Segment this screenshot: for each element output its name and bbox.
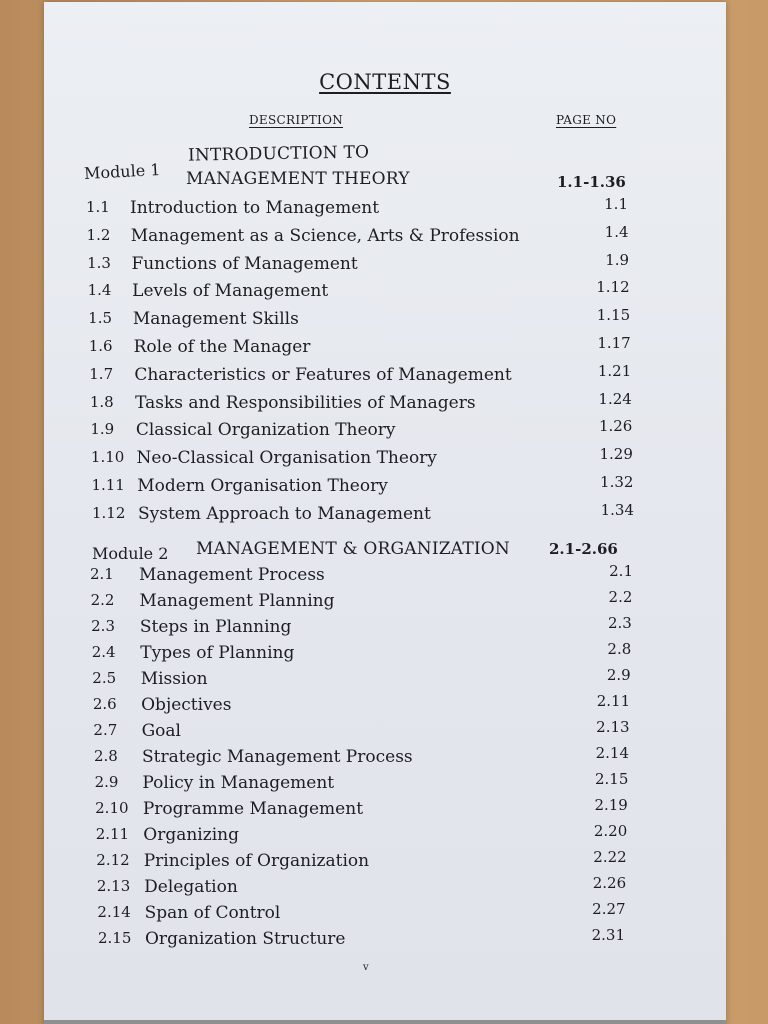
page-number-footer: v [363, 962, 369, 973]
entry-page-number: 2.11 [596, 692, 631, 710]
entry-title: Management Skills [132, 309, 299, 330]
entry-number: 2.6 [92, 695, 117, 713]
entry-page-number: 1.15 [596, 306, 631, 325]
entry-title: Organization Structure [145, 929, 346, 949]
toc-entry [90, 445, 691, 472]
entry-number: 2.15 [98, 929, 132, 947]
toc-entry [94, 744, 694, 771]
entry-page-number: 2.22 [593, 848, 627, 866]
toc-entry [89, 361, 689, 389]
entry-title: Goal [141, 721, 181, 741]
entry-page-number: 2.3 [607, 614, 632, 632]
toc-entry [91, 473, 691, 500]
toc-entry [98, 926, 698, 953]
module-1-label: Module 1 [83, 160, 161, 183]
toc-entry [91, 614, 691, 641]
entry-title: Principles of Organization [143, 851, 370, 871]
entry-title: Organizing [143, 825, 239, 845]
entry-title: Types of Planning [140, 643, 295, 663]
entry-number: 1.3 [87, 253, 111, 272]
entry-title: Management as a Science, Arts & Profession [130, 225, 520, 246]
toc-entry [90, 417, 690, 444]
entry-number: 1.2 [86, 225, 111, 244]
entry-title: Objectives [141, 695, 232, 715]
entry-number: 2.11 [95, 825, 130, 843]
entry-title: Modern Organisation Theory [137, 476, 388, 496]
entry-page-number: 1.4 [604, 222, 629, 241]
entry-page-number: 2.27 [592, 900, 626, 918]
entry-page-number: 1.9 [605, 250, 630, 269]
entry-number: 2.14 [97, 903, 131, 921]
toc-entry [93, 718, 693, 745]
module-1-title-line-1: INTRODUCTION TO [187, 142, 370, 166]
entry-title: Management Process [139, 565, 325, 585]
entry-page-number: 2.19 [594, 796, 628, 814]
toc-entry [92, 692, 693, 719]
entry-title: Classical Organization Theory [135, 420, 396, 441]
entry-number: 1.4 [87, 281, 112, 300]
entry-title: System Approach to Management [138, 503, 431, 524]
entry-page-number: 1.12 [596, 278, 630, 297]
entry-page-number: 2.26 [592, 874, 627, 892]
entry-page-number: 2.20 [593, 822, 628, 840]
entry-number: 2.1 [90, 565, 114, 583]
entry-title: Delegation [144, 877, 238, 897]
entry-page-number: 2.13 [596, 718, 630, 736]
module-2-page-range: 2.1-2.66 [549, 540, 618, 558]
entry-page-number: 1.34 [600, 500, 634, 519]
book-page [44, 2, 726, 1024]
entry-number: 2.3 [91, 617, 115, 635]
entry-title: Policy in Management [142, 773, 335, 793]
toc-entry [90, 588, 691, 615]
description-column-header: DESCRIPTION [249, 113, 344, 127]
toc-entry [86, 195, 686, 222]
entry-title: Introduction to Management [130, 198, 380, 218]
entry-page-number: 1.21 [597, 361, 632, 380]
module-2-label: Module 2 [92, 544, 169, 563]
entry-page-number: 2.14 [595, 744, 629, 762]
entry-number: 2.5 [92, 669, 117, 687]
entry-title: Characteristics or Features of Management [134, 364, 512, 385]
entry-title: Strategic Management Process [142, 747, 413, 767]
toc-entry [90, 562, 690, 589]
entry-number: 2.2 [90, 591, 115, 609]
entry-number: 2.13 [96, 877, 131, 895]
toc-entry [92, 500, 692, 528]
module-1-title-line-2: MANAGEMENT THEORY [186, 169, 410, 189]
toc-entry [86, 222, 687, 250]
entry-number: 1.10 [90, 448, 125, 467]
toc-entry [95, 822, 696, 849]
entry-number: 1.6 [88, 337, 113, 355]
entry-title: Steps in Planning [139, 617, 292, 637]
entry-page-number: 1.26 [598, 417, 633, 436]
entry-number: 1.7 [89, 364, 114, 383]
entry-number: 2.10 [95, 799, 129, 817]
entry-page-number: 1.1 [604, 195, 628, 213]
entry-title: Levels of Management [132, 281, 329, 302]
page-title: CONTENTS [319, 70, 451, 94]
entry-title: Span of Control [144, 903, 281, 923]
module-1-page-range: 1.1-1.36 [557, 173, 626, 191]
entry-page-number: 2.8 [607, 640, 632, 658]
toc-entry [92, 666, 692, 693]
entry-page-number: 1.29 [599, 445, 633, 464]
module-2-title: MANAGEMENT & ORGANIZATION [196, 539, 511, 559]
entry-page-number: 2.2 [608, 588, 633, 606]
toc-entry [91, 640, 692, 667]
entry-title: Functions of Management [131, 253, 358, 274]
toc-entry [94, 770, 695, 797]
entry-title: Neo-Classical Organisation Theory [136, 448, 437, 469]
entry-number: 2.7 [93, 721, 118, 739]
toc-entry [96, 848, 696, 875]
entry-number: 1.9 [90, 420, 115, 439]
entry-page-number: 2.1 [609, 562, 633, 580]
entry-page-number: 2.31 [591, 926, 625, 944]
entry-number: 1.11 [91, 476, 125, 494]
toc-entry [97, 900, 697, 927]
entry-page-number: 2.9 [606, 666, 631, 684]
entry-number: 1.12 [92, 503, 126, 522]
entry-number: 2.8 [94, 747, 118, 765]
entry-title: Tasks and Responsibilities of Managers [135, 392, 476, 413]
toc-entry [96, 874, 697, 901]
entry-number: 2.9 [94, 773, 119, 791]
entry-number: 1.5 [88, 309, 113, 328]
entry-title: Programme Management [142, 799, 364, 819]
toc-entry [89, 389, 690, 417]
toc-entry [87, 250, 687, 278]
entry-number: 2.4 [91, 643, 116, 661]
toc-entry [88, 306, 688, 333]
entry-number: 1.8 [89, 392, 114, 411]
toc-entry [88, 334, 689, 361]
entry-page-number: 1.24 [598, 389, 632, 408]
entry-page-number: 1.17 [597, 334, 631, 352]
entry-title: Mission [140, 669, 208, 689]
entry-page-number: 1.32 [600, 473, 634, 491]
toc-entry [87, 278, 688, 305]
entry-number: 2.12 [96, 851, 130, 869]
entry-number: 1.1 [86, 198, 110, 216]
entry-title: Role of the Manager [133, 337, 311, 357]
entry-title: Management Planning [139, 591, 335, 611]
toc-entry [95, 796, 695, 823]
page-no-column-header: PAGE NO [556, 113, 617, 127]
entry-page-number: 2.15 [595, 770, 629, 788]
